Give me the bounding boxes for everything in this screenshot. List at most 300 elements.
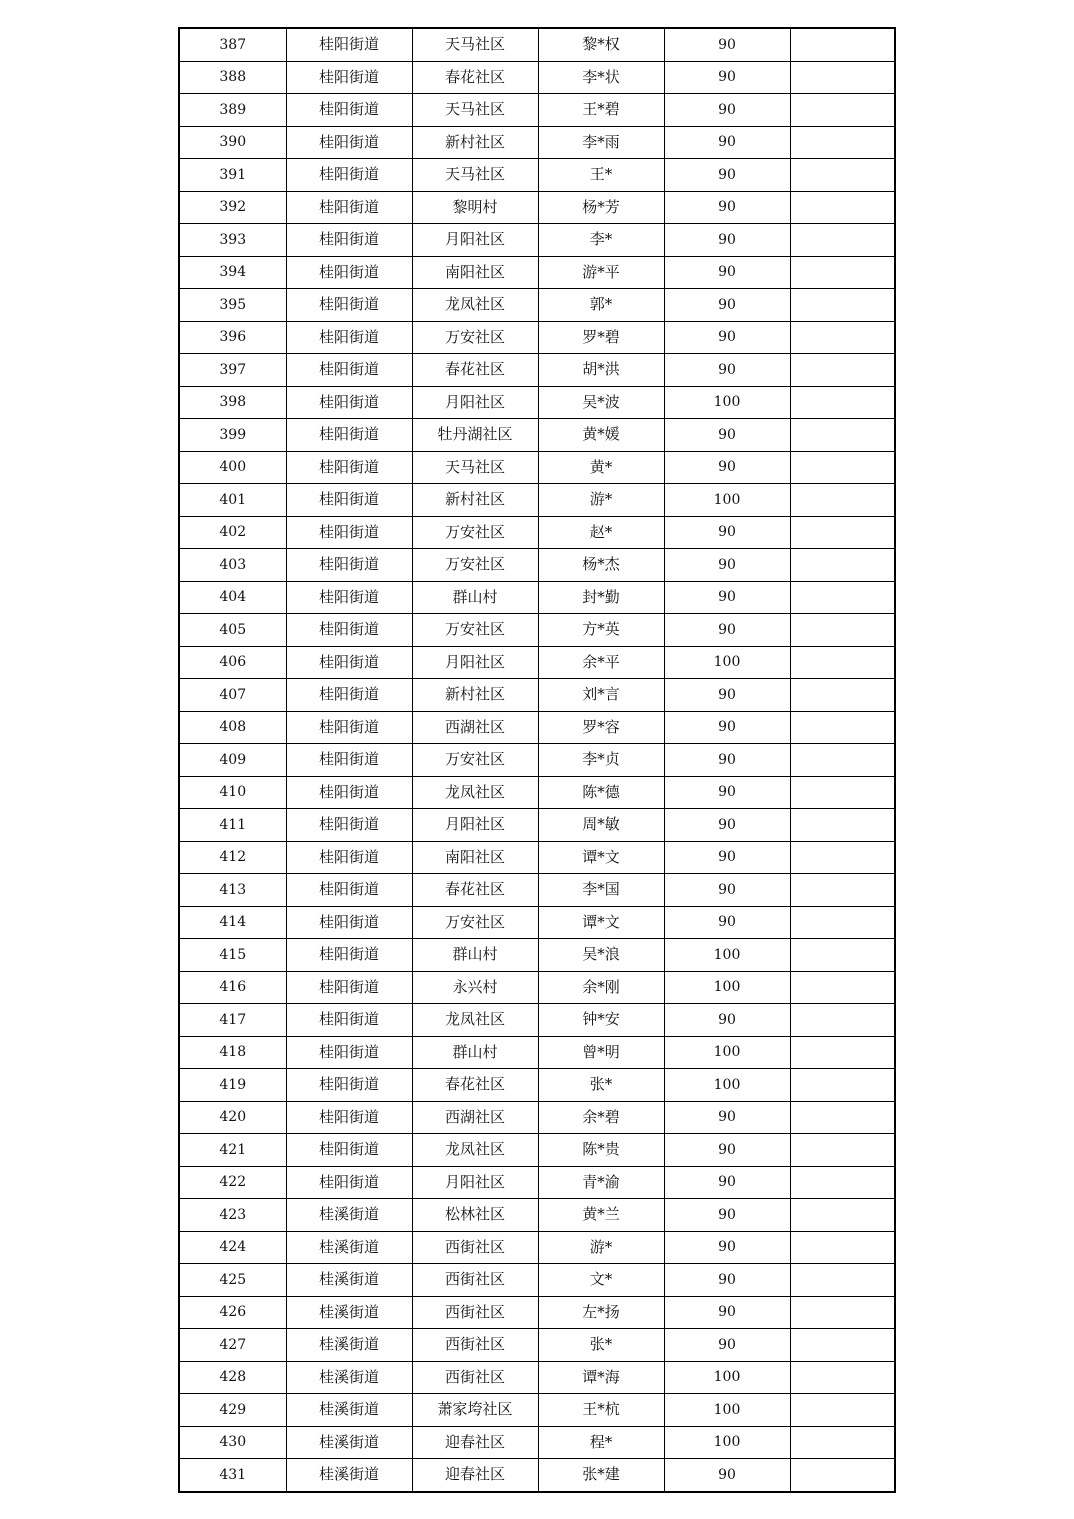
table-row	[179, 224, 895, 257]
table-row	[179, 1166, 895, 1199]
community-cell: 龙凤社区	[412, 289, 538, 322]
community-cell: 西街社区	[412, 1296, 538, 1329]
street-cell: 桂阳街道	[286, 1101, 412, 1134]
score-cell: 90	[664, 191, 790, 224]
community-cell: 春花社区	[412, 874, 538, 907]
community-cell: 西街社区	[412, 1329, 538, 1362]
remark-cell	[790, 614, 895, 647]
community-cell: 萧家垮社区	[412, 1394, 538, 1427]
remark-cell	[790, 94, 895, 127]
row-number: 408	[179, 711, 286, 744]
street-cell: 桂阳街道	[286, 191, 412, 224]
name-cell: 黄*兰	[538, 1199, 664, 1232]
community-cell: 天马社区	[412, 28, 538, 61]
name-cell: 李*	[538, 224, 664, 257]
score-cell: 90	[664, 744, 790, 777]
table-row	[179, 906, 895, 939]
score-cell: 90	[664, 711, 790, 744]
name-cell: 游*	[538, 1231, 664, 1264]
row-number: 397	[179, 354, 286, 387]
row-number: 413	[179, 874, 286, 907]
remark-cell	[790, 159, 895, 192]
name-cell: 左*扬	[538, 1296, 664, 1329]
score-cell: 90	[664, 354, 790, 387]
row-number: 410	[179, 776, 286, 809]
score-cell: 100	[664, 646, 790, 679]
street-cell: 桂阳街道	[286, 94, 412, 127]
name-cell: 游*平	[538, 256, 664, 289]
row-number: 389	[179, 94, 286, 127]
street-cell: 桂阳街道	[286, 1004, 412, 1037]
score-cell: 90	[664, 581, 790, 614]
street-cell: 桂阳街道	[286, 939, 412, 972]
community-cell: 月阳社区	[412, 386, 538, 419]
street-cell: 桂阳街道	[286, 1069, 412, 1102]
table-row	[179, 94, 895, 127]
street-cell: 桂阳街道	[286, 744, 412, 777]
community-cell: 群山村	[412, 939, 538, 972]
row-number: 428	[179, 1361, 286, 1394]
community-cell: 西街社区	[412, 1361, 538, 1394]
score-cell: 100	[664, 484, 790, 517]
row-number: 403	[179, 549, 286, 582]
street-cell: 桂阳街道	[286, 711, 412, 744]
row-number: 412	[179, 841, 286, 874]
table-row	[179, 321, 895, 354]
table-row	[179, 1199, 895, 1232]
table-row	[179, 451, 895, 484]
remark-cell	[790, 1069, 895, 1102]
row-number: 416	[179, 971, 286, 1004]
community-cell: 迎春社区	[412, 1459, 538, 1492]
table-row	[179, 1329, 895, 1362]
street-cell: 桂阳街道	[286, 1166, 412, 1199]
name-cell: 李*贞	[538, 744, 664, 777]
community-cell: 月阳社区	[412, 646, 538, 679]
table-row	[179, 711, 895, 744]
score-cell: 90	[664, 614, 790, 647]
row-number: 396	[179, 321, 286, 354]
remark-cell	[790, 289, 895, 322]
score-cell: 90	[664, 841, 790, 874]
row-number: 426	[179, 1296, 286, 1329]
row-number: 431	[179, 1459, 286, 1492]
table-row	[179, 1101, 895, 1134]
name-cell: 刘*言	[538, 679, 664, 712]
street-cell: 桂阳街道	[286, 646, 412, 679]
table-row	[179, 939, 895, 972]
score-cell: 90	[664, 809, 790, 842]
table-row	[179, 1069, 895, 1102]
name-cell: 曾*明	[538, 1036, 664, 1069]
table-row	[179, 289, 895, 322]
row-number: 399	[179, 419, 286, 452]
street-cell: 桂阳街道	[286, 906, 412, 939]
name-cell: 李*状	[538, 61, 664, 94]
row-number: 398	[179, 386, 286, 419]
remark-cell	[790, 1296, 895, 1329]
community-cell: 万安社区	[412, 549, 538, 582]
street-cell: 桂阳街道	[286, 28, 412, 61]
score-cell: 90	[664, 1134, 790, 1167]
table-row	[179, 159, 895, 192]
score-cell: 90	[664, 1101, 790, 1134]
row-number: 415	[179, 939, 286, 972]
score-cell: 90	[664, 1004, 790, 1037]
score-cell: 100	[664, 1361, 790, 1394]
community-cell: 松林社区	[412, 1199, 538, 1232]
score-cell: 90	[664, 224, 790, 257]
table-row	[179, 1036, 895, 1069]
table-row	[179, 1004, 895, 1037]
remark-cell	[790, 581, 895, 614]
name-cell: 王*碧	[538, 94, 664, 127]
remark-cell	[790, 1199, 895, 1232]
name-cell: 郭*	[538, 289, 664, 322]
row-number: 407	[179, 679, 286, 712]
name-cell: 王*杭	[538, 1394, 664, 1427]
name-cell: 罗*碧	[538, 321, 664, 354]
row-number: 429	[179, 1394, 286, 1427]
street-cell: 桂阳街道	[286, 321, 412, 354]
remark-cell	[790, 1264, 895, 1297]
remark-cell	[790, 679, 895, 712]
name-cell: 李*雨	[538, 126, 664, 159]
table-row	[179, 1231, 895, 1264]
score-cell: 90	[664, 906, 790, 939]
community-cell: 月阳社区	[412, 809, 538, 842]
street-cell: 桂阳街道	[286, 419, 412, 452]
street-cell: 桂阳街道	[286, 516, 412, 549]
score-cell: 100	[664, 386, 790, 419]
table-row	[179, 809, 895, 842]
name-cell: 张*	[538, 1329, 664, 1362]
table-row	[179, 354, 895, 387]
row-number: 424	[179, 1231, 286, 1264]
community-cell: 春花社区	[412, 61, 538, 94]
table-row	[179, 256, 895, 289]
score-cell: 90	[664, 1329, 790, 1362]
community-cell: 群山村	[412, 1036, 538, 1069]
score-cell: 90	[664, 451, 790, 484]
name-cell: 文*	[538, 1264, 664, 1297]
name-cell: 吴*浪	[538, 939, 664, 972]
street-cell: 桂溪街道	[286, 1231, 412, 1264]
remark-cell	[790, 354, 895, 387]
score-cell: 90	[664, 256, 790, 289]
remark-cell	[790, 256, 895, 289]
community-cell: 新村社区	[412, 679, 538, 712]
row-number: 404	[179, 581, 286, 614]
table-row	[179, 841, 895, 874]
street-cell: 桂阳街道	[286, 971, 412, 1004]
table-row	[179, 744, 895, 777]
street-cell: 桂阳街道	[286, 549, 412, 582]
street-cell: 桂溪街道	[286, 1296, 412, 1329]
name-cell: 陈*贵	[538, 1134, 664, 1167]
row-number: 409	[179, 744, 286, 777]
street-cell: 桂阳街道	[286, 386, 412, 419]
name-cell: 余*刚	[538, 971, 664, 1004]
remark-cell	[790, 646, 895, 679]
community-cell: 龙凤社区	[412, 1134, 538, 1167]
remark-cell	[790, 1394, 895, 1427]
name-cell: 王*	[538, 159, 664, 192]
score-cell: 90	[664, 516, 790, 549]
score-cell: 100	[664, 971, 790, 1004]
name-cell: 钟*安	[538, 1004, 664, 1037]
remark-cell	[790, 1101, 895, 1134]
community-cell: 万安社区	[412, 321, 538, 354]
name-cell: 张*	[538, 1069, 664, 1102]
community-cell: 万安社区	[412, 744, 538, 777]
row-number: 393	[179, 224, 286, 257]
name-cell: 余*平	[538, 646, 664, 679]
street-cell: 桂阳街道	[286, 581, 412, 614]
row-number: 406	[179, 646, 286, 679]
score-cell: 90	[664, 289, 790, 322]
roster-table	[178, 27, 896, 1493]
remark-cell	[790, 939, 895, 972]
remark-cell	[790, 451, 895, 484]
name-cell: 程*	[538, 1426, 664, 1459]
remark-cell	[790, 549, 895, 582]
street-cell: 桂溪街道	[286, 1329, 412, 1362]
row-number: 387	[179, 28, 286, 61]
table-row	[179, 971, 895, 1004]
community-cell: 万安社区	[412, 614, 538, 647]
score-cell: 90	[664, 1166, 790, 1199]
roster-rows	[179, 28, 895, 1492]
remark-cell	[790, 1231, 895, 1264]
name-cell: 谭*海	[538, 1361, 664, 1394]
score-cell: 90	[664, 61, 790, 94]
street-cell: 桂溪街道	[286, 1394, 412, 1427]
street-cell: 桂阳街道	[286, 224, 412, 257]
table-row	[179, 386, 895, 419]
table-row	[179, 614, 895, 647]
remark-cell	[790, 419, 895, 452]
community-cell: 新村社区	[412, 126, 538, 159]
score-cell: 90	[664, 679, 790, 712]
street-cell: 桂阳街道	[286, 1036, 412, 1069]
score-cell: 90	[664, 549, 790, 582]
name-cell: 胡*洪	[538, 354, 664, 387]
street-cell: 桂阳街道	[286, 289, 412, 322]
score-cell: 100	[664, 1036, 790, 1069]
score-cell: 90	[664, 1231, 790, 1264]
community-cell: 月阳社区	[412, 1166, 538, 1199]
name-cell: 周*敏	[538, 809, 664, 842]
remark-cell	[790, 61, 895, 94]
name-cell: 陈*德	[538, 776, 664, 809]
community-cell: 西街社区	[412, 1264, 538, 1297]
row-number: 417	[179, 1004, 286, 1037]
table-row	[179, 191, 895, 224]
table-row	[179, 1361, 895, 1394]
community-cell: 春花社区	[412, 1069, 538, 1102]
score-cell: 90	[664, 1296, 790, 1329]
row-number: 414	[179, 906, 286, 939]
table-row	[179, 516, 895, 549]
remark-cell	[790, 321, 895, 354]
remark-cell	[790, 841, 895, 874]
score-cell: 100	[664, 1069, 790, 1102]
name-cell: 赵*	[538, 516, 664, 549]
score-cell: 100	[664, 1394, 790, 1427]
row-number: 401	[179, 484, 286, 517]
name-cell: 黄*媛	[538, 419, 664, 452]
remark-cell	[790, 191, 895, 224]
score-cell: 100	[664, 939, 790, 972]
street-cell: 桂阳街道	[286, 451, 412, 484]
row-number: 388	[179, 61, 286, 94]
table-row	[179, 874, 895, 907]
row-number: 392	[179, 191, 286, 224]
community-cell: 万安社区	[412, 906, 538, 939]
street-cell: 桂阳街道	[286, 61, 412, 94]
table-row	[179, 1394, 895, 1427]
name-cell: 方*英	[538, 614, 664, 647]
row-number: 418	[179, 1036, 286, 1069]
community-cell: 群山村	[412, 581, 538, 614]
street-cell: 桂溪街道	[286, 1264, 412, 1297]
table-row	[179, 28, 895, 61]
row-number: 425	[179, 1264, 286, 1297]
remark-cell	[790, 516, 895, 549]
row-number: 391	[179, 159, 286, 192]
community-cell: 永兴村	[412, 971, 538, 1004]
score-cell: 90	[664, 1459, 790, 1492]
table-row	[179, 126, 895, 159]
street-cell: 桂溪街道	[286, 1199, 412, 1232]
table-row	[179, 1296, 895, 1329]
remark-cell	[790, 224, 895, 257]
street-cell: 桂溪街道	[286, 1426, 412, 1459]
remark-cell	[790, 809, 895, 842]
table-row	[179, 776, 895, 809]
row-number: 427	[179, 1329, 286, 1362]
row-number: 405	[179, 614, 286, 647]
score-cell: 100	[664, 1426, 790, 1459]
table-row	[179, 1459, 895, 1492]
street-cell: 桂阳街道	[286, 1134, 412, 1167]
row-number: 423	[179, 1199, 286, 1232]
name-cell: 杨*杰	[538, 549, 664, 582]
community-cell: 天马社区	[412, 159, 538, 192]
remark-cell	[790, 776, 895, 809]
row-number: 394	[179, 256, 286, 289]
community-cell: 西街社区	[412, 1231, 538, 1264]
community-cell: 牡丹湖社区	[412, 419, 538, 452]
name-cell: 游*	[538, 484, 664, 517]
remark-cell	[790, 711, 895, 744]
score-cell: 90	[664, 321, 790, 354]
score-cell: 90	[664, 874, 790, 907]
name-cell: 黎*权	[538, 28, 664, 61]
row-number: 421	[179, 1134, 286, 1167]
name-cell: 谭*文	[538, 906, 664, 939]
remark-cell	[790, 874, 895, 907]
name-cell: 李*国	[538, 874, 664, 907]
name-cell: 罗*容	[538, 711, 664, 744]
table-row	[179, 1134, 895, 1167]
street-cell: 桂阳街道	[286, 874, 412, 907]
row-number: 422	[179, 1166, 286, 1199]
table-row	[179, 1426, 895, 1459]
community-cell: 春花社区	[412, 354, 538, 387]
remark-cell	[790, 386, 895, 419]
remark-cell	[790, 744, 895, 777]
row-number: 402	[179, 516, 286, 549]
community-cell: 西湖社区	[412, 711, 538, 744]
remark-cell	[790, 971, 895, 1004]
table-row	[179, 484, 895, 517]
table-row	[179, 549, 895, 582]
remark-cell	[790, 1166, 895, 1199]
table-row	[179, 679, 895, 712]
community-cell: 龙凤社区	[412, 1004, 538, 1037]
name-cell: 杨*芳	[538, 191, 664, 224]
community-cell: 月阳社区	[412, 224, 538, 257]
remark-cell	[790, 1134, 895, 1167]
street-cell: 桂阳街道	[286, 776, 412, 809]
street-cell: 桂阳街道	[286, 256, 412, 289]
street-cell: 桂阳街道	[286, 354, 412, 387]
name-cell: 谭*文	[538, 841, 664, 874]
row-number: 419	[179, 1069, 286, 1102]
street-cell: 桂阳街道	[286, 809, 412, 842]
remark-cell	[790, 28, 895, 61]
row-number: 395	[179, 289, 286, 322]
street-cell: 桂阳街道	[286, 484, 412, 517]
remark-cell	[790, 1329, 895, 1362]
score-cell: 90	[664, 776, 790, 809]
row-number: 400	[179, 451, 286, 484]
street-cell: 桂阳街道	[286, 126, 412, 159]
community-cell: 天马社区	[412, 451, 538, 484]
community-cell: 天马社区	[412, 94, 538, 127]
remark-cell	[790, 1459, 895, 1492]
table-row	[179, 419, 895, 452]
street-cell: 桂溪街道	[286, 1361, 412, 1394]
score-cell: 90	[664, 159, 790, 192]
score-cell: 90	[664, 94, 790, 127]
score-cell: 90	[664, 1264, 790, 1297]
community-cell: 新村社区	[412, 484, 538, 517]
row-number: 430	[179, 1426, 286, 1459]
community-cell: 万安社区	[412, 516, 538, 549]
remark-cell	[790, 484, 895, 517]
street-cell: 桂阳街道	[286, 841, 412, 874]
remark-cell	[790, 1036, 895, 1069]
remark-cell	[790, 1361, 895, 1394]
row-number: 420	[179, 1101, 286, 1134]
table-row	[179, 61, 895, 94]
community-cell: 迎春社区	[412, 1426, 538, 1459]
table-row	[179, 581, 895, 614]
street-cell: 桂阳街道	[286, 614, 412, 647]
community-cell: 黎明村	[412, 191, 538, 224]
name-cell: 张*建	[538, 1459, 664, 1492]
name-cell: 吴*波	[538, 386, 664, 419]
row-number: 390	[179, 126, 286, 159]
community-cell: 西湖社区	[412, 1101, 538, 1134]
score-cell: 90	[664, 419, 790, 452]
score-cell: 90	[664, 126, 790, 159]
name-cell: 黄*	[538, 451, 664, 484]
name-cell: 封*勤	[538, 581, 664, 614]
